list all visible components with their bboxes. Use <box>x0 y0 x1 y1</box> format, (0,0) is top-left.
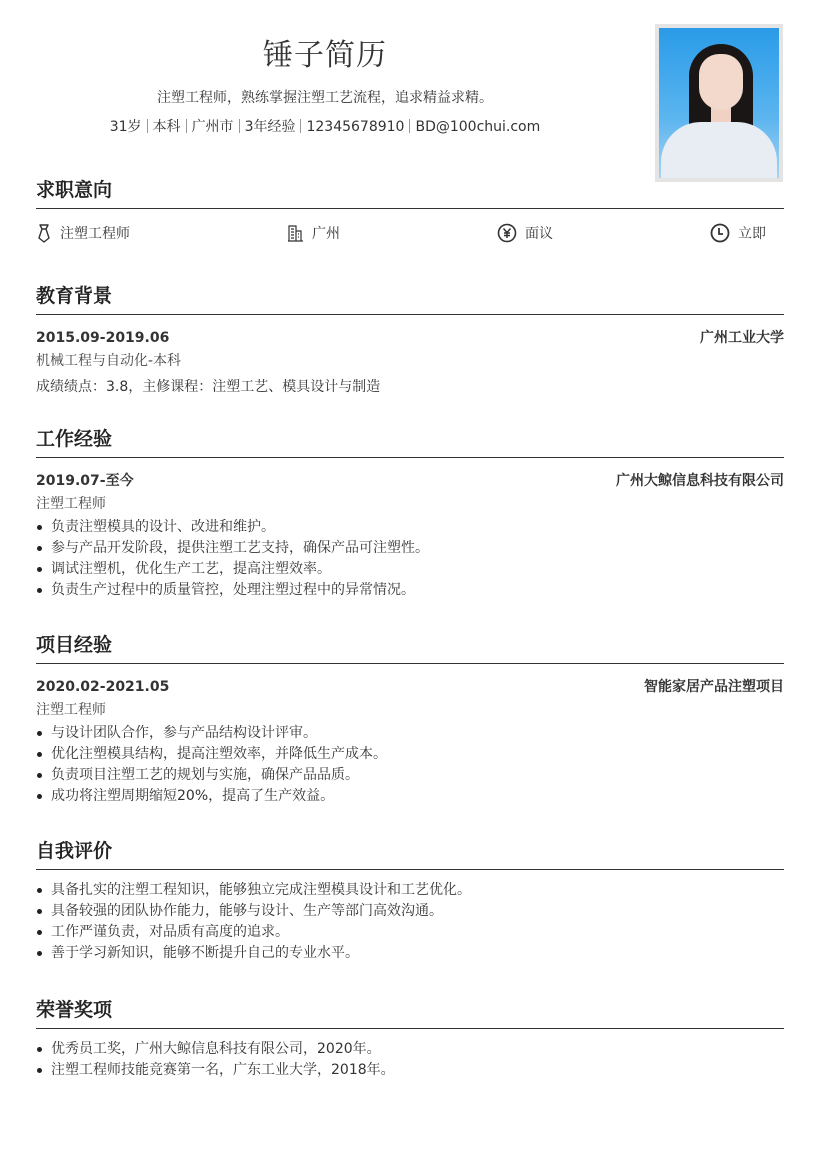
intent-position-label: 注塑工程师 <box>60 226 130 242</box>
section-education <box>36 282 784 396</box>
info-degree: 本科 <box>152 119 181 135</box>
photo-face <box>699 54 743 110</box>
list-item: 成功将注塑周期缩短20%，提高了生产效益。 <box>36 786 784 807</box>
work-bullets <box>36 517 784 601</box>
info-phone: 12345678910 <box>306 119 405 135</box>
list-item: 具备较强的团队协作能力，能够与设计、生产等部门高效沟通。 <box>36 901 784 922</box>
clock-icon <box>710 223 730 243</box>
list-item: 工作严谨负责，对品质有高度的追求。 <box>36 922 784 943</box>
section-title: 荣誉奖项 <box>36 996 784 1029</box>
divider <box>186 119 187 133</box>
education-major: 机械工程与自动化-本科 <box>36 353 182 369</box>
project-date: 2020.02-2021.05 <box>36 679 170 695</box>
list-item: 参与产品开发阶段，提供注塑工艺支持，确保产品可注塑性。 <box>36 538 784 559</box>
resume-summary: 注塑工程师，熟练掌握注塑工艺流程，追求精益求精。 <box>157 90 493 106</box>
resume-name: 锤子简历 <box>263 38 387 73</box>
section-honors <box>36 996 784 1081</box>
list-item: 注塑工程师技能竞赛第一名，广东工业大学，2018年。 <box>36 1060 784 1081</box>
profile-photo <box>655 24 783 182</box>
education-date: 2015.09-2019.06 <box>36 330 170 346</box>
divider <box>300 119 301 133</box>
intent-availability <box>710 223 766 243</box>
section-title: 自我评价 <box>36 837 784 870</box>
section-title: 教育背景 <box>36 282 784 315</box>
intent-city-label: 广州 <box>312 226 340 242</box>
section-project <box>36 631 784 807</box>
project-role: 注塑工程师 <box>36 702 106 718</box>
education-row <box>36 327 784 347</box>
list-item: 负责注塑模具的设计、改进和维护。 <box>36 517 784 538</box>
project-bullets <box>36 723 784 807</box>
info-city: 广州市 <box>191 119 234 135</box>
basic-info <box>36 116 614 136</box>
list-item: 负责项目注塑工艺的规划与实施，确保产品品质。 <box>36 765 784 786</box>
intent-items <box>36 223 784 243</box>
honors-bullets <box>36 1039 784 1081</box>
photo-image <box>659 28 779 178</box>
divider <box>409 119 410 133</box>
list-item: 优化注塑模具结构，提高注塑效率，并降低生产成本。 <box>36 744 784 765</box>
section-job-intent <box>36 176 784 243</box>
work-role: 注塑工程师 <box>36 496 106 512</box>
tie-icon <box>36 223 52 243</box>
self-eval-bullets <box>36 880 784 964</box>
project-row <box>36 676 784 696</box>
list-item: 调试注塑机，优化生产工艺，提高注塑效率。 <box>36 559 784 580</box>
section-title: 工作经验 <box>36 425 784 458</box>
list-item: 负责生产过程中的质量管控，处理注塑过程中的异常情况。 <box>36 580 784 601</box>
intent-city <box>287 223 340 243</box>
intent-availability-label: 立即 <box>738 226 766 242</box>
resume-header <box>36 0 784 190</box>
section-title: 求职意向 <box>36 176 784 209</box>
intent-salary <box>497 223 553 243</box>
work-company: 广州大鲸信息科技有限公司 <box>616 473 784 489</box>
section-self-evaluation <box>36 837 784 964</box>
list-item: 优秀员工奖，广州大鲸信息科技有限公司，2020年。 <box>36 1039 784 1060</box>
intent-position <box>36 223 130 243</box>
section-title: 项目经验 <box>36 631 784 664</box>
education-school: 广州工业大学 <box>700 330 784 346</box>
info-age: 31岁 <box>109 119 142 135</box>
section-work <box>36 425 784 601</box>
divider <box>239 119 240 133</box>
yen-icon <box>497 223 517 243</box>
list-item: 与设计团队合作，参与产品结构设计评审。 <box>36 723 784 744</box>
info-email: BD@100chui.com <box>415 119 541 135</box>
project-name: 智能家居产品注塑项目 <box>644 679 784 695</box>
intent-salary-label: 面议 <box>525 226 553 242</box>
list-item: 善于学习新知识，能够不断提升自己的专业水平。 <box>36 943 784 964</box>
list-item: 具备扎实的注塑工程知识，能够独立完成注塑模具设计和工艺优化。 <box>36 880 784 901</box>
education-detail: 成绩绩点：3.8，主修课程：注塑工艺、模具设计与制造 <box>36 379 381 395</box>
info-experience: 3年经验 <box>244 119 296 135</box>
photo-shirt <box>661 122 777 178</box>
work-row <box>36 470 784 490</box>
work-date: 2019.07-至今 <box>36 473 134 489</box>
divider <box>147 119 148 133</box>
building-icon <box>287 225 304 242</box>
